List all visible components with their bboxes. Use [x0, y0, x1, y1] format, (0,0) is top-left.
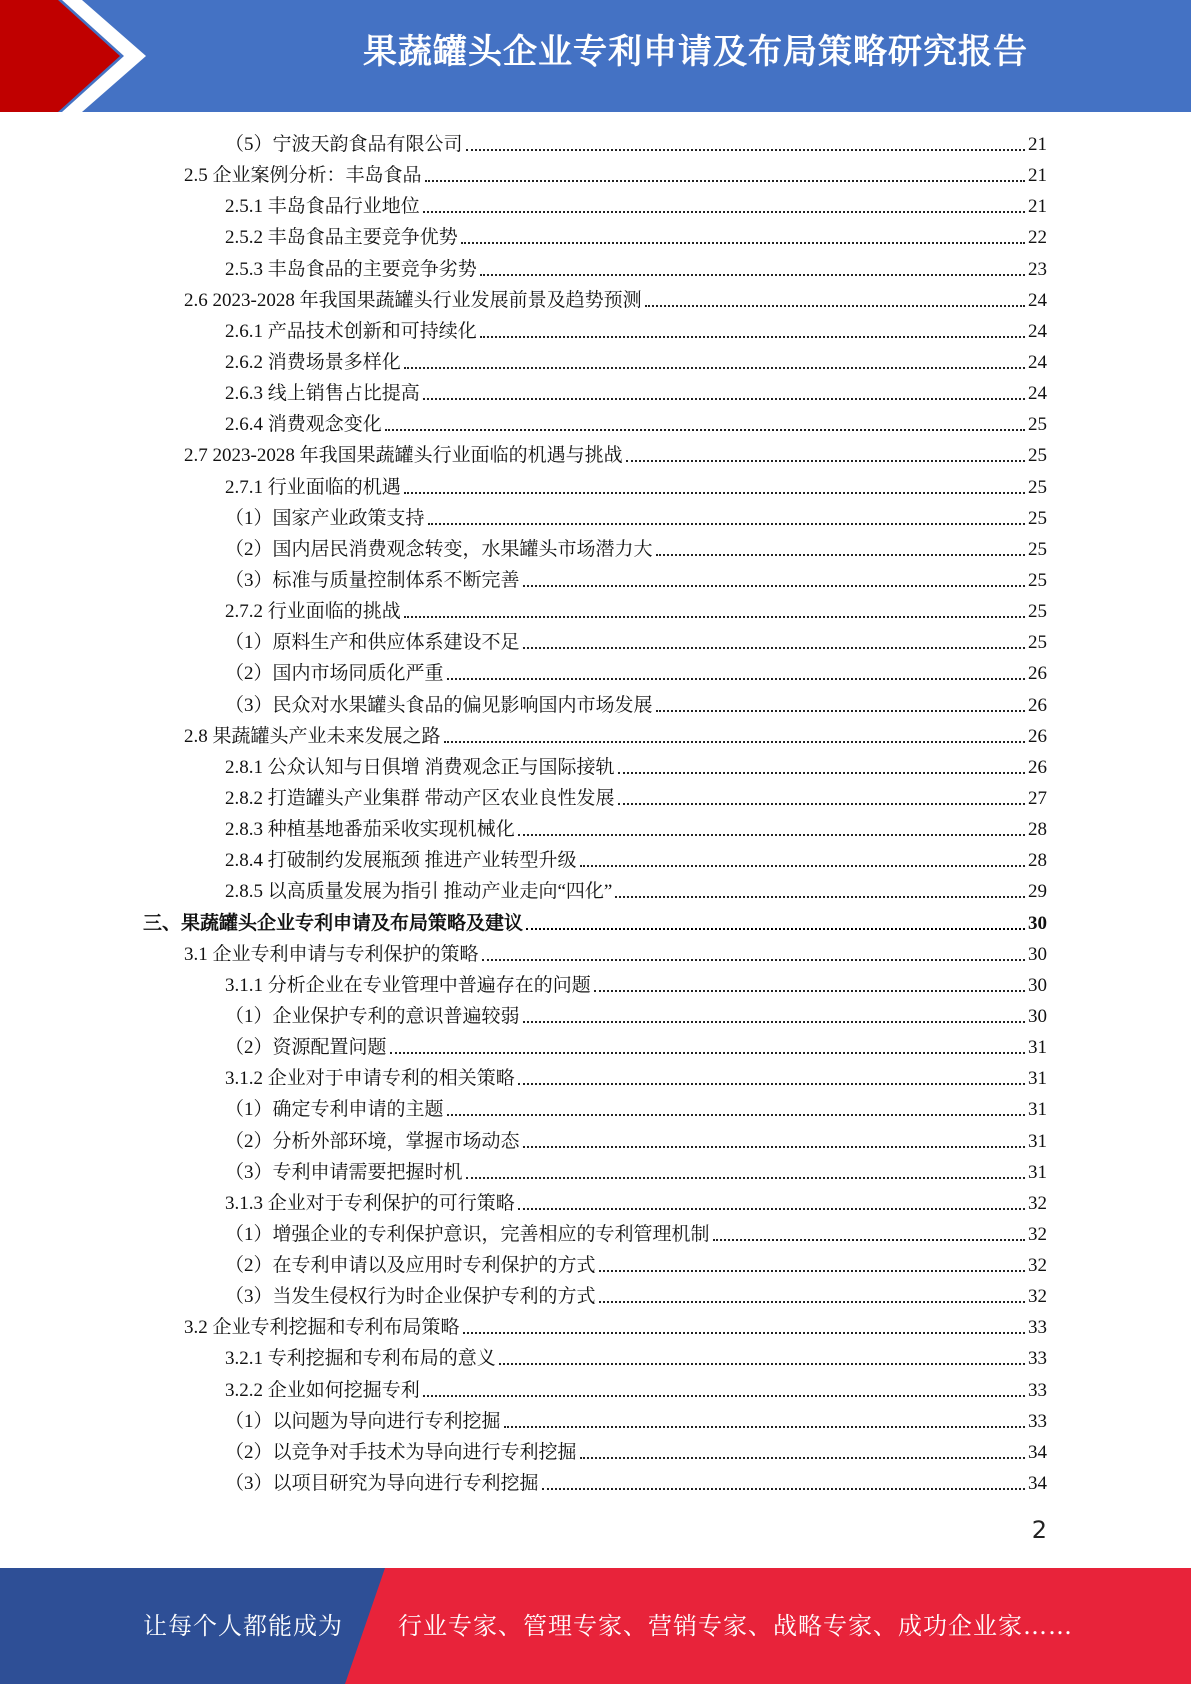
toc-entry-title: （2）国内居民消费观念转变，水果罐头市场潜力大 — [225, 538, 653, 560]
toc-entry-title: 2.5.3 丰岛食品的主要竞争劣势 — [225, 258, 477, 280]
toc-dot-leader — [580, 865, 1025, 867]
toc-entry[interactable] — [0, 1279, 1191, 1310]
toc-entry-title: （3）民众对水果罐头食品的偏见影响国内市场发展 — [225, 694, 653, 716]
toc-dot-leader — [466, 149, 1025, 151]
toc-dot-leader — [404, 492, 1025, 494]
toc-entry-title: （2）以竞争对手技术为导向进行专利挖掘 — [225, 1441, 577, 1463]
toc-entry[interactable] — [0, 719, 1191, 750]
toc-dot-leader — [615, 896, 1025, 898]
toc-entry-title: 3.2.1 专利挖掘和专利布局的意义 — [225, 1348, 496, 1370]
toc-dot-leader — [404, 616, 1025, 618]
toc-entry-title: 2.7 2023-2028 年我国果蔬罐头行业面临的机遇与挑战 — [184, 445, 623, 467]
toc-entry-title: 3.1.2 企业对于申请专利的相关策略 — [225, 1068, 515, 1090]
toc-dot-leader — [580, 1457, 1025, 1459]
report-title: 果蔬罐头企业专利申请及布局策略研究报告 — [363, 32, 1028, 72]
toc-entry-title: （2）资源配置问题 — [225, 1037, 387, 1059]
toc-entry-page: 33 — [1028, 1410, 1047, 1432]
toc-dot-leader — [390, 1052, 1025, 1054]
toc-entry-title: 2.5 企业案例分析：丰岛食品 — [184, 165, 422, 187]
toc-dot-leader — [423, 211, 1025, 213]
toc-entry-title: 3.2.2 企业如何挖掘专利 — [225, 1379, 420, 1401]
toc-entry-page: 24 — [1028, 351, 1047, 373]
toc-dot-leader — [599, 1270, 1025, 1272]
toc-entry-page: 25 — [1028, 476, 1047, 498]
page-number: 2 — [1031, 1516, 1047, 1544]
toc-entry-page: 22 — [1028, 227, 1047, 249]
toc-entry-page: 34 — [1028, 1473, 1047, 1495]
toc-entry-page: 25 — [1028, 538, 1047, 560]
toc-entry-page: 26 — [1028, 756, 1047, 778]
footer-slogan-right: 行业专家、管理专家、营销专家、战略专家、成功企业家…… — [398, 1612, 1073, 1640]
toc-entry-title: 3.1 企业专利申请与专利保护的策略 — [184, 943, 479, 965]
toc-entry-title: （3）当发生侵权行为时企业保护专利的方式 — [225, 1286, 596, 1308]
toc-dot-leader — [713, 1239, 1025, 1241]
toc-entry[interactable] — [0, 532, 1191, 563]
toc-entry[interactable] — [0, 1404, 1191, 1435]
toc-entry-title: 3.1.3 企业对于专利保护的可行策略 — [225, 1192, 515, 1214]
toc-dot-leader — [423, 398, 1025, 400]
toc-entry-page: 32 — [1028, 1223, 1047, 1245]
toc-entry-title: 3.1.1 分析企业在专业管理中普遍存在的问题 — [225, 974, 591, 996]
toc-entry-title: （1）企业保护专利的意识普遍较弱 — [225, 1005, 520, 1027]
toc-entry[interactable] — [0, 781, 1191, 812]
toc-entry[interactable] — [0, 158, 1191, 189]
toc-entry-page: 25 — [1028, 601, 1047, 623]
toc-entry-page: 28 — [1028, 819, 1047, 841]
toc-entry[interactable] — [0, 563, 1191, 594]
toc-dot-leader — [404, 367, 1025, 369]
toc-entry-title: 2.8.5 以高质量发展为指引 推动产业走向“四化” — [225, 881, 613, 903]
toc-entry-title: 2.6.2 消费场景多样化 — [225, 351, 401, 373]
toc-entry[interactable] — [0, 594, 1191, 625]
toc-dot-leader — [523, 585, 1025, 587]
toc-entry-page: 30 — [1028, 1005, 1047, 1027]
toc-dot-leader — [656, 710, 1025, 712]
toc-dot-leader — [523, 1146, 1025, 1148]
toc-entry[interactable] — [0, 189, 1191, 220]
toc-entry[interactable] — [0, 1248, 1191, 1279]
toc-entry-title: 2.8.4 打破制约发展瓶颈 推进产业转型升级 — [225, 850, 577, 872]
toc-entry-title: 2.8.3 种植基地番茄采收实现机械化 — [225, 819, 515, 841]
toc-entry-page: 25 — [1028, 445, 1047, 467]
toc-entry-title: 2.6.3 线上销售占比提高 — [225, 383, 420, 405]
toc-entry-title: （1）增强企业的专利保护意识，完善相应的专利管理机制 — [225, 1223, 710, 1245]
toc-entry-title: 2.6.1 产品技术创新和可持续化 — [225, 320, 477, 342]
toc-dot-leader — [656, 554, 1025, 556]
toc-dot-leader — [463, 1332, 1025, 1334]
toc-entry[interactable] — [0, 314, 1191, 345]
toc-entry-page: 24 — [1028, 383, 1047, 405]
toc-entry-title: 2.5.1 丰岛食品行业地位 — [225, 196, 420, 218]
toc-entry-title: （2）国内市场同质化严重 — [225, 663, 444, 685]
toc-entry-title: （2）在专利申请以及应用时专利保护的方式 — [225, 1255, 596, 1277]
toc-entry-title: （2）分析外部环境，掌握市场动态 — [225, 1130, 520, 1152]
toc-entry-title: （1）以问题为导向进行专利挖掘 — [225, 1410, 501, 1432]
toc-entry-title: 2.6 2023-2028 年我国果蔬罐头行业发展前景及趋势预测 — [184, 289, 642, 311]
header-arrow-decoration — [0, 0, 170, 112]
toc-entry-page: 31 — [1028, 1099, 1047, 1121]
toc-entry-page: 32 — [1028, 1255, 1047, 1277]
toc-entry-page: 24 — [1028, 289, 1047, 311]
toc-dot-leader — [526, 928, 1025, 930]
toc-entry-page: 31 — [1028, 1130, 1047, 1152]
toc-dot-leader — [504, 1426, 1025, 1428]
toc-dot-leader — [466, 1177, 1025, 1179]
page-header — [0, 0, 1191, 112]
toc-entry-page: 26 — [1028, 694, 1047, 716]
toc-entry-title: 2.5.2 丰岛食品主要竞争优势 — [225, 227, 458, 249]
toc-dot-leader — [518, 1083, 1025, 1085]
toc-dot-leader — [447, 678, 1025, 680]
toc-entry[interactable] — [0, 1373, 1191, 1404]
toc-entry-title: 2.8.2 打造罐头产业集群 带动产区农业良性发展 — [225, 787, 615, 809]
toc-entry-title: （3）以项目研究为导向进行专利挖掘 — [225, 1473, 539, 1495]
toc-entry[interactable] — [0, 625, 1191, 656]
toc-entry-page: 27 — [1028, 787, 1047, 809]
toc-dot-leader — [444, 741, 1025, 743]
toc-dot-leader — [618, 772, 1025, 774]
toc-entry[interactable] — [0, 407, 1191, 438]
table-of-contents — [0, 127, 1191, 1497]
toc-entry[interactable] — [0, 968, 1191, 999]
toc-entry-title: 2.8 果蔬罐头产业未来发展之路 — [184, 725, 441, 747]
toc-entry[interactable] — [0, 999, 1191, 1030]
toc-entry-page: 30 — [1028, 912, 1047, 934]
toc-dot-leader — [618, 803, 1025, 805]
toc-entry[interactable] — [0, 376, 1191, 407]
page-footer — [0, 1568, 1191, 1684]
toc-entry-page: 31 — [1028, 1161, 1047, 1183]
toc-entry-title: 2.7.2 行业面临的挑战 — [225, 601, 401, 623]
toc-dot-leader — [482, 959, 1025, 961]
toc-entry[interactable] — [0, 1186, 1191, 1217]
toc-entry-title: 3.2 企业专利挖掘和专利布局策略 — [184, 1317, 460, 1339]
toc-dot-leader — [428, 523, 1025, 525]
toc-entry-page: 31 — [1028, 1068, 1047, 1090]
toc-entry-title: （3）专利申请需要把握时机 — [225, 1161, 463, 1183]
toc-entry-page: 25 — [1028, 507, 1047, 529]
footer-slogan-left: 让每个人都能成为 — [143, 1612, 343, 1640]
toc-entry[interactable] — [0, 750, 1191, 781]
toc-entry-page: 26 — [1028, 663, 1047, 685]
toc-entry-title: 2.7.1 行业面临的机遇 — [225, 476, 401, 498]
toc-entry[interactable] — [0, 127, 1191, 158]
toc-entry-page: 34 — [1028, 1441, 1047, 1463]
toc-entry[interactable] — [0, 438, 1191, 469]
toc-entry-page: 33 — [1028, 1317, 1047, 1339]
toc-entry-page: 28 — [1028, 850, 1047, 872]
toc-entry[interactable] — [0, 1092, 1191, 1123]
toc-dot-leader — [626, 460, 1025, 462]
toc-dot-leader — [447, 1114, 1025, 1116]
toc-dot-leader — [542, 1488, 1025, 1490]
toc-entry[interactable] — [0, 1124, 1191, 1155]
toc-entry-page: 33 — [1028, 1379, 1047, 1401]
toc-entry[interactable] — [0, 874, 1191, 905]
toc-entry-title: （1）国家产业政策支持 — [225, 507, 425, 529]
toc-entry-title: 三、果蔬罐头企业专利申请及布局策略及建议 — [143, 912, 524, 934]
toc-entry-title: （5）宁波天韵食品有限公司 — [225, 134, 463, 155]
toc-entry-title: 2.8.1 公众认知与日俱增 消费观念正与国际接轨 — [225, 756, 615, 778]
toc-entry[interactable] — [0, 656, 1191, 687]
toc-entry-title: （1）原料生产和供应体系建设不足 — [225, 632, 520, 654]
toc-entry-page: 32 — [1028, 1192, 1047, 1214]
toc-entry-page: 25 — [1028, 632, 1047, 654]
toc-entry[interactable] — [0, 906, 1191, 937]
toc-dot-leader — [385, 429, 1025, 431]
toc-entry-page: 25 — [1028, 414, 1047, 436]
toc-entry[interactable] — [0, 1435, 1191, 1466]
toc-entry-page: 26 — [1028, 725, 1047, 747]
toc-dot-leader — [599, 1301, 1025, 1303]
toc-entry[interactable] — [0, 220, 1191, 251]
toc-entry-page: 24 — [1028, 320, 1047, 342]
toc-dot-leader — [480, 274, 1025, 276]
toc-entry-page: 30 — [1028, 943, 1047, 965]
toc-entry[interactable] — [0, 501, 1191, 532]
toc-entry-page: 25 — [1028, 569, 1047, 591]
toc-entry[interactable] — [0, 1061, 1191, 1092]
toc-entry[interactable] — [0, 1310, 1191, 1341]
toc-entry-page: 33 — [1028, 1348, 1047, 1370]
toc-entry[interactable] — [0, 1030, 1191, 1061]
toc-entry[interactable] — [0, 470, 1191, 501]
toc-dot-leader — [645, 305, 1025, 307]
toc-entry[interactable] — [0, 252, 1191, 283]
toc-entry[interactable] — [0, 1341, 1191, 1372]
toc-entry[interactable] — [0, 345, 1191, 376]
toc-entry-title: （3）标准与质量控制体系不断完善 — [225, 569, 520, 591]
toc-dot-leader — [423, 1395, 1025, 1397]
toc-entry[interactable] — [0, 1466, 1191, 1497]
toc-entry-page: 31 — [1028, 1037, 1047, 1059]
toc-dot-leader — [523, 647, 1025, 649]
toc-entry-page: 23 — [1028, 258, 1047, 280]
toc-entry-page: 21 — [1028, 196, 1047, 218]
toc-dot-leader — [461, 242, 1025, 244]
toc-entry-page: 21 — [1028, 165, 1047, 187]
toc-dot-leader — [594, 990, 1025, 992]
toc-dot-leader — [518, 834, 1025, 836]
toc-entry[interactable] — [0, 812, 1191, 843]
toc-entry[interactable] — [0, 1155, 1191, 1186]
toc-dot-leader — [425, 180, 1025, 182]
toc-entry[interactable] — [0, 937, 1191, 968]
toc-entry-page: 30 — [1028, 974, 1047, 996]
toc-entry-page: 32 — [1028, 1286, 1047, 1308]
toc-dot-leader — [499, 1363, 1025, 1365]
toc-entry[interactable] — [0, 283, 1191, 314]
toc-entry-title: （1）确定专利申请的主题 — [225, 1099, 444, 1121]
toc-dot-leader — [480, 336, 1025, 338]
toc-dot-leader — [523, 1021, 1025, 1023]
toc-entry[interactable] — [0, 1217, 1191, 1248]
toc-entry[interactable] — [0, 843, 1191, 874]
toc-entry-page: 21 — [1028, 134, 1047, 155]
toc-dot-leader — [518, 1208, 1025, 1210]
toc-entry[interactable] — [0, 688, 1191, 719]
toc-entry-page: 29 — [1028, 881, 1047, 903]
toc-entry-title: 2.6.4 消费观念变化 — [225, 414, 382, 436]
